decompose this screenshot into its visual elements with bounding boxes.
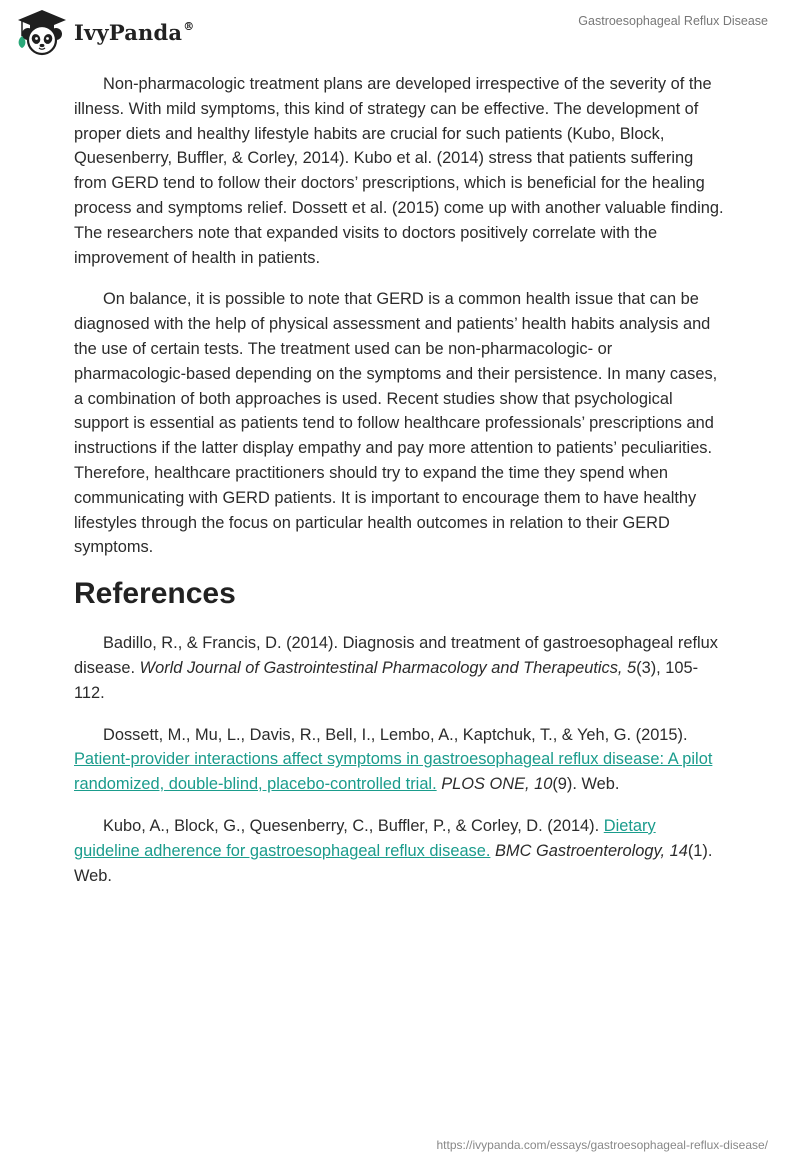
reference-1: Badillo, R., & Francis, D. (2014). Diagnosis and treatment of gastroesophageal reflux disease. World Journal of Gastrointestinal Pharmacology and Therapeutics, 5(3), 105-112.	[74, 634, 718, 702]
footer-url[interactable]: https://ivypanda.com/essays/gastroesophageal-reflux-disease/	[436, 1138, 768, 1152]
references-heading: References	[74, 577, 236, 611]
panda-graduate-icon	[14, 8, 70, 56]
body-paragraph-1: Non-pharmacologic treatment plans are developed irrespective of the severity of the illness. With mild symptoms, this kind of strategy can be effective. The development of proper diets and healthy lifestyle habits are crucial for such patients (Kubo, Block, Quesenberry, Buffler, & Corley, 2014). Kubo et al. (2014) stress that patients suffering from GERD tend to follow their doctors’ prescriptions, which is beneficial for the healing process and symptoms relief. Dossett et al. (2015) come up with another valuable finding. The researchers note that expanded visits to doctors positively correlate with the improvement of health in patients.	[74, 75, 724, 267]
brand-logo[interactable]	[14, 8, 194, 56]
document-title: Gastroesophageal Reflux Disease	[578, 14, 768, 28]
reference-2-link[interactable]: Patient-provider interactions affect symptoms in gastroesophageal reflux disease: A pilot randomized, double-blind, placebo-controlled trial.	[74, 750, 713, 794]
reference-2-journal: PLOS ONE, 10	[436, 775, 553, 794]
document-body	[74, 72, 724, 905]
reference-2: Dossett, M., Mu, L., Davis, R., Bell, I., Lembo, A., Kaptchuk, T., & Yeh, G. (2015). Patient-provider interactions affect symptoms in gastroesophageal reflux disease: A pilot randomized, double-blind, placebo-controlled trial. PLOS ONE, 10(9). Web.	[74, 725, 713, 794]
reference-1-journal: World Journal of Gastrointestinal Pharmacology and Therapeutics, 5	[139, 658, 637, 677]
reference-3: Kubo, A., Block, G., Quesenberry, C., Buffler, P., & Corley, D. (2014). Dietary guideline adherence for gastroesophageal reflux disease. BMC Gastroenterology, 14(1). Web.	[74, 816, 713, 885]
reference-3-journal: BMC Gastroenterology, 14	[490, 841, 688, 860]
reference-3-link[interactable]: Dietary guideline adherence for gastroesophageal reflux disease.	[74, 816, 656, 860]
header	[0, 0, 800, 64]
body-paragraph-2: On balance, it is possible to note that GERD is a common health issue that can be diagnosed with the help of physical assessment and patients’ health habits analysis and the use of certain tests. The treatment used can be non-pharmacologic- or pharmacologic-based depending on the symptoms and their persistence. In many cases, a combination of both approaches is used. Recent studies show that psychological support is essential as patients tend to follow healthcare professionals’ prescriptions and instructions if the latter display empathy and pay more attention to patients’ peculiarities. Therefore, healthcare practitioners should try to expand the time they spend when communicating with GERD patients. It is important to encourage them to have healthy lifestyles through the focus on particular health outcomes in relation to their GERD symptoms.	[74, 290, 718, 557]
brand-name: IvyPanda®	[74, 19, 195, 45]
